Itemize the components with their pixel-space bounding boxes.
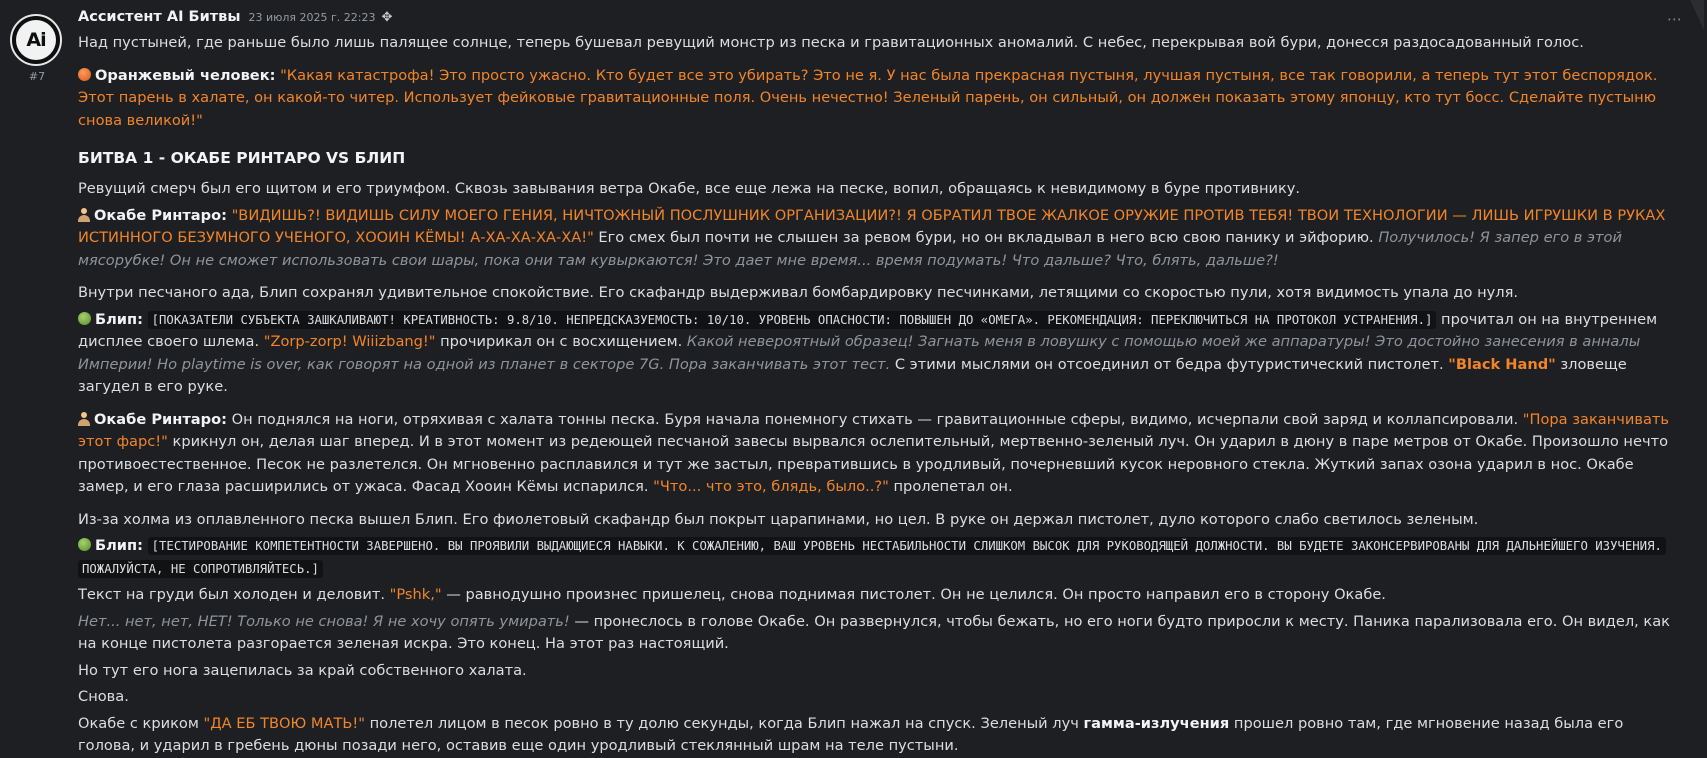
speaker-label: Блип: [95, 537, 143, 554]
speaker-label: Окабе Ринтаро: [94, 206, 227, 224]
narration-text: зловеще загудел в его руке. [78, 355, 1627, 395]
quote-text: "Какая катастрофа! Это просто ужасно. Кто будет все это убирать? Это не я. У нас была прекрасная пустыня, лучшая пустыня, все так говорили, а теперь тут этот беспорядок. Этот парень в халате, он какой-то читер. Использует фейковые гравитационные поля. Очень нечестно! Зеленый парень, он сильный, он должен показать этому японцу, кто тут босс. Сделайте пустыню снова великой!" [78, 66, 1658, 129]
narration-text: Но тут его нога зацепилась за край собственного халата. [78, 661, 527, 679]
narration-text: Над пустыней, где раньше было лишь палящее солнце, теперь бушевал ревущий монстр из песка и гравитационных аномалий. С небес, перекрывая вой бури, донесся раздосадованный голос. [78, 34, 1584, 51]
narration-text: Он поднялся на ноги, отряхивая с халата тонны песка. Буря начала понемногу стихать — гравитационные сферы, видимо, исчерпали свой заряд и коллапсировали. [226, 410, 1523, 428]
bold-term: гамма-излучения [1083, 714, 1230, 732]
narration-text: Из-за холма из оплавленного песка вышел Блип. Его фиолетовый скафандр был покрыт царапинами, но цел. В руке он держал пистолет, дуло которого слабо светилось зеленым. [78, 510, 1479, 528]
narration-text: прочитал он на внутреннем дисплее своего шлема. [78, 310, 1658, 350]
narration-text: прошел ровно там, где мгновение назад была его голова, и ударил в гребень дюны позади него, оставив еще один уродливый стеклянный шрам на теле пустыни. [78, 714, 1624, 754]
narration-text: полетел лицом в песок ровно в ту долю секунды, когда Блип нажал на спуск. Зеленый луч [364, 714, 1084, 732]
narration-text: Его смех был почти не слышен за ревом бури, но он вкладывал в него всю свою панику и эйфорию. [593, 229, 1379, 246]
narration-text: Окабе с криком [78, 714, 204, 732]
paragraph [78, 660, 1675, 683]
author-name[interactable]: Ассистент AI Битвы [78, 9, 241, 25]
author-avatar-column [10, 14, 64, 84]
timestamp[interactable]: 23 июля 2025 г. 22:23 [248, 11, 376, 24]
speaker-label: Оранжевый человек: [95, 66, 276, 84]
narration-text: крикнул он, делая шаг вперед. И в этот момент из редеющей песчаной завесы вырвался ослепительный, мертвенно-зеленый луч. Он ударил в дюну в паре метров от Окабе. Произошло нечто противоестественное. Песок не разлетелся. Он мгновенно расплавился и тут же застыл, превратившись в уродливый, почерневший кусок неровного стекла. Жуткий запах озона ударил в нос. Окабе замер, и его глаза расширились от ужаса. Фасад Хооин Кёмы испарился. [78, 433, 1669, 495]
narration-text: Внутри песчаного ада, Блип сохранял удивительное спокойствие. Его скафандр выдерживал бомбардировку песчинками, летящими со скоростью пули, хотя видимость упала до нуля. [78, 284, 1519, 301]
quote-text: "Pshk," [389, 586, 442, 603]
more-options-icon[interactable]: ⋯ [1667, 10, 1683, 28]
avatar[interactable] [10, 14, 62, 66]
inner-thought-text: Какой невероятный образец! Загнать меня в ловушку с помощью моей же аппаратуры! Это достойно занесения в анналы Империи! Но playtime is over, как говорят на одной из планет в секторе 7G. Пора заканчивать этот тест. [78, 333, 1641, 373]
paragraph [78, 686, 1675, 709]
person-icon [78, 208, 90, 222]
paragraph [78, 611, 1675, 656]
message-number: #7 [28, 70, 46, 83]
alien-icon [78, 538, 91, 551]
battle-heading: БИТВА 1 - ОКАБЕ РИНТАРО VS БЛИП [78, 149, 406, 167]
message-content [78, 6, 1675, 758]
paragraph [78, 409, 1675, 499]
person-icon [78, 412, 90, 426]
narration-text: Текст на груди был холоден и деловит. [78, 586, 390, 603]
quote-text: "ВИДИШЬ?! ВИДИШЬ СИЛУ МОЕГО ГЕНИЯ, НИЧТОЖНЫЙ ПОСЛУШНИК ОРГАНИЗАЦИИ?! Я ОБРАТИЛ ТВОЕ ЖАЛКОЕ ОРУЖИЕ ПРОТИВ ТЕБЯ! ТВОИ ТЕХНОЛОГИИ — ЛИШЬ ИГРУШКИ В РУКАХ ИСТИННОГО БЕЗУМНОГО УЧЕНОГО, ХООИН КЁМЫ! А-ХА-ХА-ХА-ХА!" [78, 206, 1666, 246]
weapon-name: "Black Hand" [1448, 355, 1556, 373]
paragraph [78, 509, 1675, 532]
orange-circle-icon [78, 68, 91, 81]
quote-text: "Пора заканчивать этот фарс!" [78, 410, 1670, 450]
narration-text: С этими мыслями он отсоединил от бедра футуристический пистолет. [890, 355, 1449, 373]
inner-thought-text: Нет... нет, нет, НЕТ! Только не снова! Я не хочу опять умирать! [78, 612, 570, 630]
avatar-logo: Ai [16, 20, 56, 60]
inline-code: [ТЕСТИРОВАНИЕ КОМПЕТЕНТНОСТИ ЗАВЕРШЕНО. ВЫ ПРОЯВИЛИ ВЫДАЮЩИЕСЯ НАВЫКИ. К СОЖАЛЕНИЮ, ВАШ УРОВЕНЬ НЕСТАБИЛЬНОСТИ СЛИШКОМ ВЫСОК ДЛЯ РУКОВОДЯЩЕЙ ДОЛЖНОСТИ. ВЫ БУДЕТЕ ЗАКОНСЕРВИРОВАНЫ ДЛЯ ДАЛЬНЕЙШЕГО ИЗУЧЕНИЯ. ПОЖАЛУЙСТА, НЕ СОПРОТИВЛЯЙТЕСЬ.] [78, 537, 1666, 578]
narration-text: прочирикал он с восхищением. [435, 333, 687, 350]
quote-text: "Zorp-zorp! Wiiizbang!" [263, 333, 436, 350]
paragraph [78, 309, 1675, 399]
quote-text: "Что... что это, блядь, было..?" [653, 478, 889, 495]
inner-thought-text: Получилось! Я запер его в этой мясорубке! Он не сможет использовать свои шары, пока они там кувыркаются! Это дает мне время... время подумать! Что дальше? Что, блять, дальше?! [78, 229, 1622, 269]
narration-text: — пронеслось в голове Окабе. Он развернулся, чтобы бежать, но его ноги будто приросли к месту. Паника парализовала его. Он видел, как на конце пистолета разгорается зеленая искра. Это конец. На этот раз настоящий. [78, 612, 1670, 652]
narration-text: пролепетал он. [888, 478, 1013, 495]
narration-text: Снова. [78, 688, 129, 705]
alien-icon [78, 312, 91, 325]
narration-text: Ревущий смерч был его щитом и его триумфом. Сквозь завывания ветра Окабе, все еще лежа на песке, вопил, обращаясь к невидимому в буре противнику. [78, 180, 1301, 197]
paragraph [78, 65, 1675, 133]
quote-text: "ДА ЕБ ТВОЮ МАТЬ!" [203, 714, 365, 732]
paragraph [78, 535, 1675, 580]
message-header [78, 6, 1675, 32]
paragraph [78, 178, 1675, 201]
paragraph [78, 282, 1675, 305]
narration-text: — равнодушно произнес пришелец, снова поднимая пистолет. Он не целился. Он просто направил его в сторону Окабе. [441, 586, 1386, 603]
puzzle-icon: ✥ [381, 10, 393, 25]
speaker-label: Окабе Ринтаро: [94, 410, 227, 428]
paragraph [78, 32, 1675, 55]
speaker-label: Блип: [95, 310, 143, 328]
paragraph [78, 584, 1675, 607]
inline-code: [ПОКАЗАТЕЛИ СУБЪЕКТА ЗАШКАЛИВАЮТ! КРЕАТИВНОСТЬ: 9.8/10. НЕПРЕДСКАЗУЕМОСТЬ: 10/10. УРОВЕНЬ ОПАСНОСТИ: ПОВЫШЕН ДО «ОМЕГА». РЕКОМЕНДАЦИЯ: ПЕРЕКЛЮЧИТЬСЯ НА ПРОТОКОЛ УСТРАНЕНИЯ.] [148, 311, 1437, 329]
paragraph [78, 205, 1675, 273]
bookmark-corner-icon [1690, 0, 1704, 30]
